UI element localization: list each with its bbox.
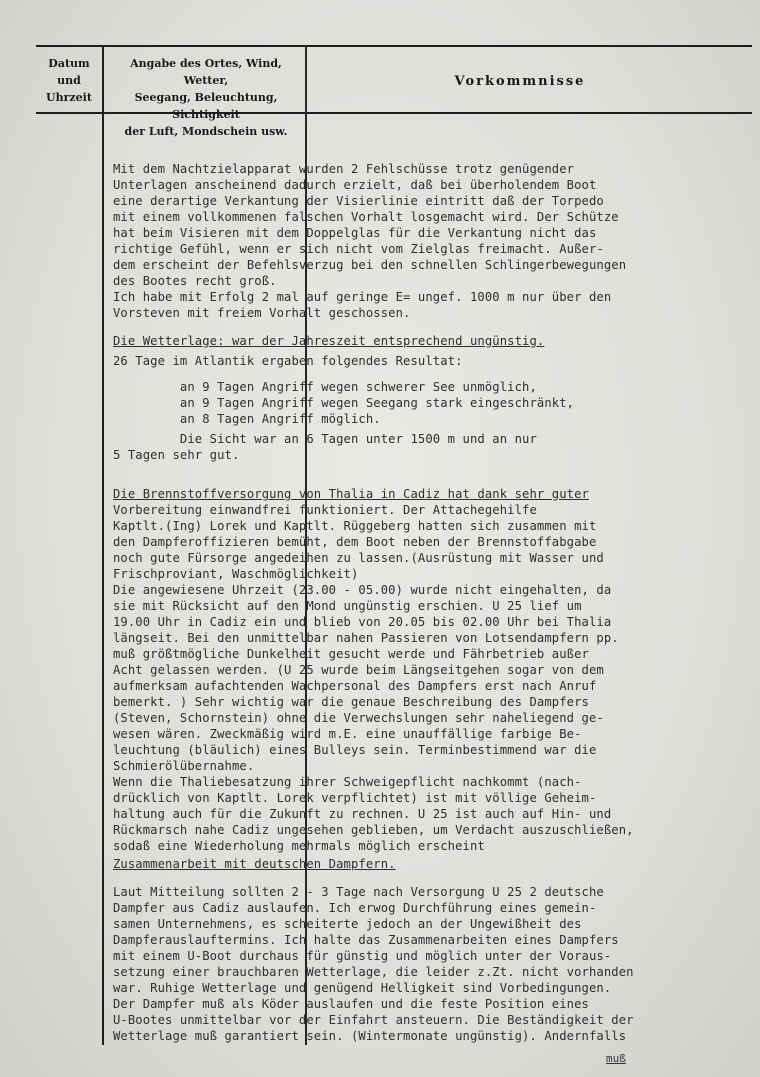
top-rule (36, 45, 752, 47)
text-line: dem erscheint der Befehlsverzug bei den schnellen Schlingerbewegungen (113, 258, 627, 272)
text-line: samen Unternehmens, es scheiterte jedoch an der Ungewißheit des (113, 917, 582, 931)
text-line: Die angewiesene Uhrzeit (23.00 - 05.00) wurde nicht eingehalten, da (113, 583, 612, 597)
text-line: leuchtung (bläulich) eines Bulleys sein. Terminbestimmend war die (113, 743, 597, 757)
text-line: Unterlagen anscheinend dadurch erzielt, daß bei überholendem Boot (113, 178, 597, 192)
text-line: 19.00 Uhr in Cadiz ein und blieb von 20.05 bis 02.00 Uhr bei Thalia (113, 615, 612, 629)
header-vorkommnisse: Vorkommnisse (454, 74, 586, 89)
text-line: wesen wären. Zweckmäßig wird m.E. eine unauffällige farbige Be- (113, 727, 582, 741)
text-line: Rückmarsch nahe Cadiz ungesehen geblieben, um Verdacht auszuschließen, (113, 823, 634, 837)
text-line: Frischproviant, Waschmöglichkeit) (113, 567, 359, 581)
text-line: Vorbereitung einwandfrei funktioniert. Der Attachegehilfe (113, 503, 537, 517)
text-line: Dampferauslauftermins. Ich halte das Zusammenarbeiten eines Dampfers (113, 933, 619, 947)
text-line: Vorsteven mit freiem Vorhalt geschossen. (113, 306, 411, 320)
text-line: den Dampferoffizieren bemüht, dem Boot neben der Brennstoffabgabe (113, 535, 597, 549)
text-line: sodaß eine Wiederholung mehrmals möglich erscheint (113, 839, 485, 853)
text-line: Wetterlage muß garantiert sein. (Wintermonate ungünstig). Andernfalls (113, 1029, 627, 1043)
text-line: Laut Mitteilung sollten 2 - 3 Tage nach Versorgung U 25 2 deutsche (113, 885, 604, 899)
header-datum: Datum und Uhrzeit (46, 57, 92, 104)
text-line: Schmierölübernahme. (113, 759, 255, 773)
text-line: Wenn die Thaliebesatzung ihrer Schweigepflicht nachkommt (nach- (113, 775, 582, 789)
text-line: sie mit Rücksicht auf den Mond ungünstig erschien. U 25 lief um (113, 599, 582, 613)
text-line: haltung auch für die Zukunft zu rechnen. U 25 ist auch auf Hin- und (113, 807, 612, 821)
text-line: aufmerksam aufachtenden Wachpersonal des Dampfers erst nach Anruf (113, 679, 597, 693)
text-line: muß größtmögliche Dunkelheit gesucht werde und Fährbetrieb außer (113, 647, 589, 661)
text-line: mit einem U-Boot durchaus für günstig und möglich unter der Voraus- (113, 949, 612, 963)
text-line: Mit dem Nachtzielapparat wurden 2 Fehlschüsse trotz genügender (113, 162, 575, 176)
text-line: Acht gelassen werden. (U 25 wurde beim Längseitgehen sogar von dem (113, 663, 604, 677)
text-line: noch gute Fürsorge angedeihen zu lassen.(Ausrüstung mit Wasser und (113, 551, 604, 565)
text-line: (Steven, Schornstein) ohne die Verwechslungen sehr naheliegend ge- (113, 711, 604, 725)
text-line: an 8 Tagen Angriff möglich. (113, 412, 381, 426)
text-line: drücklich von Kaptlt. Lorek verpflichtet) ist mit völlige Geheim- (113, 791, 597, 805)
page-continuation-word: muß (606, 1052, 626, 1065)
text-line: hat beim Visieren mit dem Doppelglas für die Verkantung nicht das (113, 226, 597, 240)
text-line: richtige Gefühl, wenn er sich nicht vom Zielglas freimacht. Außer- (113, 242, 604, 256)
text-line: Kaptlt.(Ing) Lorek und Kaptlt. Rüggeberg hatten sich zusammen mit (113, 519, 597, 533)
text-line: Ich habe mit Erfolg 2 mal auf geringe E= ungef. 1000 m nur über den (113, 290, 612, 304)
text-line: an 9 Tagen Angriff wegen Seegang stark eingeschränkt, (113, 396, 575, 410)
text-line: bemerkt. ) Sehr wichtig war die genaue Beschreibung des Dampfers (113, 695, 589, 709)
section-heading-wetterlage: Die Wetterlage: war der Jahreszeit entsprechend ungünstig. (113, 334, 545, 348)
text-line: setzung einer brauchbaren Wetterlage, die leider z.Zt. nicht vorhanden (113, 965, 634, 979)
section-heading-zusammenarbeit: Zusammenarbeit mit deutschen Dampfern. (113, 857, 396, 871)
text-line: des Bootes recht groß. (113, 274, 277, 288)
text-line: eine derartige Verkantung der Visierlinie eintritt daß der Torpedo (113, 194, 604, 208)
text-line: mit einem vollkommenen falschen Vorhalt losgemacht wird. Der Schütze (113, 210, 619, 224)
column-divider-1 (102, 45, 104, 1045)
text-line: 5 Tagen sehr gut. (113, 448, 240, 462)
section-heading-brennstoff: Die Brennstoffversorgung von Thalia in Cadiz hat dank sehr guter (113, 487, 589, 501)
text-line: an 9 Tagen Angriff wegen schwerer See unmöglich, (113, 380, 537, 394)
text-line: Die Sicht war an 6 Tagen unter 1500 m und an nur (113, 432, 537, 446)
text-line: 26 Tage im Atlantik ergaben folgendes Resultat: (113, 354, 463, 368)
text-line: längseit. Bei den unmittelbar nahen Passieren von Lotsendampfern pp. (113, 631, 619, 645)
text-line: U-Bootes unmittelbar vor der Einfahrt ansteuern. Die Beständigkeit der (113, 1013, 634, 1027)
text-line: Dampfer aus Cadiz auslaufen. Ich erwog Durchführung eines gemein- (113, 901, 597, 915)
text-line: Der Dampfer muß als Köder auslaufen und die feste Position eines (113, 997, 589, 1011)
header-angabe: Angabe des Ortes, Wind, Wetter, Seegang, Beleuchtung, Sichtigkeit der Luft, Mondschein usw. (124, 57, 288, 138)
text-line: war. Ruhige Wetterlage und genügend Helligkeit sind Vorbedingungen. (113, 981, 612, 995)
